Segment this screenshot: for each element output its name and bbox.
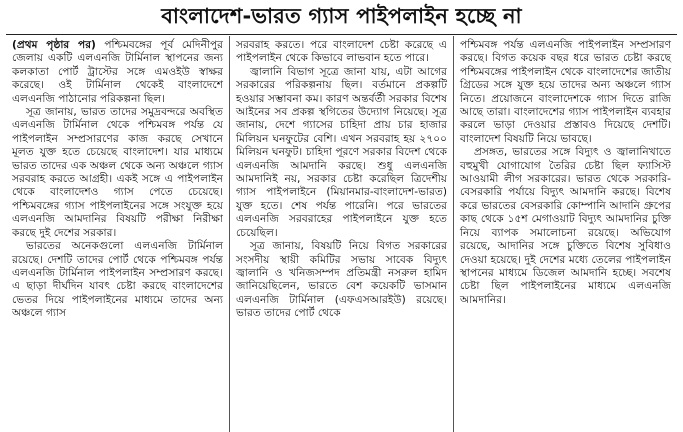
paragraph-text: পশ্চিমবঙ্গের পূর্ব মেদিনীপুর জেলায় একটি এলএনজি টার্মিনাল স্থাপনের জন্য কলকাতা পোর্ট ট্রাস্টের সঙ্গে এমওইউ স্বাক্ষর করেছে। ওই টার্মিনাল থেকেই বাংলাদেশে এলএনজি পাঠানোর পরিকল্পনা ছিল। bbox=[12, 39, 223, 105]
paragraph: ভারতের অনেকগুলো এলএনজি টার্মিনাল রয়েছে। দেশটি তাদের পোর্ট থেকে পশ্চিমবঙ্গ পর্যন্ত এলএনজি টার্মিনাল পাইপলাইন সম্প্রসারণ করছে। এ ছাড়া দীর্ঘদিন যাবৎ চেষ্টা করছে বাংলাদেশের ভেতর দিয়ে পাইপলাইনের মাধ্যমে তাদের অন্য অঞ্চলে গ্যাস bbox=[12, 240, 223, 320]
paragraph: সরবরাহ করতে। পরে বাংলাদেশ চেষ্টা করেছে এ পাইপলাইন থেকে কিভাবে লাভবান হতে পারে। bbox=[236, 39, 447, 65]
paragraph: পশ্চিমবঙ্গ পর্যন্ত এলএনজি পাইপলাইন সম্প্রসারণ করছে। বিগত কয়েক বছর ধরে ভারত চেষ্টা করছে পশ্চিমবঙ্গের পাইপলাইন থেকে বাংলাদেশের জাতীয় গ্রিডের সঙ্গে যুক্ত হয়ে তাদের অন্য অঞ্চলে গ্যাস নিতে। প্রয়োজনে বাংলাদেশকে গ্যাস দিতে রাজি আছে তারা। বাংলাদেশের গ্যাস পাইপলাইন ব্যবহার করলে ভাড়া দেওয়ার প্রস্তাবও দিয়েছে দেশটি। বাংলাদেশ বিষয়টি নিয়ে ভাবছে। bbox=[460, 39, 671, 145]
article-column-3 bbox=[453, 36, 677, 432]
paragraph bbox=[12, 39, 223, 106]
paragraph: সূত্র জানায়, ভারত তাদের সমুদ্রবন্দরে অবস্থিত এলএনজি টার্মিনাল থেকে পশ্চিমবঙ্গ পর্যন্ত যে পাইপলাইন সম্প্রসারণের কাজ করছে সেখানে মূলত যুক্ত হতে চেয়েছে বাংলাদেশ। যার মাধ্যমে ভারত তাদের এক অঞ্চল থেকে অন্য অঞ্চলে গ্যাস সরবরাহ করতে আগ্রহী। একই সঙ্গে এ পাইপলাইন থেকে বাংলাদেশও গ্যাস পেতে চেয়েছে। পশ্চিমবঙ্গের গ্যাস পাইপলাইনের সঙ্গে সংযুক্ত হয়ে এলএনজি আমদানির বিষয়টি পরীক্ষা নিরীক্ষা করছে দুই দেশের সরকার। bbox=[12, 106, 223, 239]
continuation-label: (প্রথম পৃষ্ঠার পর) bbox=[12, 39, 96, 51]
article-column-1 bbox=[6, 36, 229, 432]
article-columns bbox=[6, 36, 677, 432]
article-column-2 bbox=[229, 36, 453, 432]
paragraph: প্রসঙ্গত, ভারতের সঙ্গে বিদ্যুৎ ও জ্বালানিখাতে বহুমুখী যোগাযোগ তৈরির চেষ্টা ছিল ফ্যাসিস্ট আওয়ামী লীগ সরকারের। ভারত থেকে সরকারি-বেসরকারি পর্যায়ে বিদ্যুৎ আমদানি করছে। বিশেষ করে ভারতের বেসরকারি কোম্পানি আদানি গ্রুপের কাছ থেকে ১৫শ মেগাওয়াট বিদ্যুৎ আমদানির চুক্তি নিয়ে ব্যাপক সমালোচনা রয়েছে। অভিযোগ রয়েছে, আদানির সঙ্গে চুক্তিতে বিশেষ সুবিধাও দেওয়া হয়েছে। দুই দেশের মধ্যে তেলের পাইপলাইন স্থাপনের মাধ্যমে ডিজেল আমদানি হচ্ছে। সবশেষ চেষ্টা ছিল পাইপলাইনের মাধ্যমে এলএনজি আমদানির। bbox=[460, 146, 671, 306]
paragraph: জ্বালানি বিভাগ সূত্রে জানা যায়, এটা আগের সরকারের পরিকল্পনায় ছিল। বর্তমানে প্রকল্পটি হওয়ার সম্ভাবনা কম। কারণ অন্তর্বর্তী সরকার বিশেষ আইনের সব প্রকল্প স্থগিতের উদ্যোগ নিয়েছে। সূত্র জানায়, দেশে গ্যাসের চাহিদা প্রায় চার হাজার মিলিয়ন ঘনফুটের বেশি। এখন সরবরাহ হয় ২৭০০ মিলিয়ন ঘনফুট। চাহিদা পূরণে সরকার বিদেশ থেকে এলএনজি আমদানি করছে। শুধু এলএনজি আমদানিই নয়, সরকার চেষ্টা করেছিল ত্রিদেশীয় গ্যাস পাইপলাইনে (মিয়ানমার-বাংলাদেশ-ভারত) যুক্ত হতে। শেষ পর্যন্ত পারেনি। পরে ভারতের এলএনজি সরবরাহের পাইপলাইনে যুক্ত হতে চেয়েছিল। bbox=[236, 65, 447, 239]
headline: বাংলাদেশ-ভারত গ্যাস পাইপলাইন হচ্ছে না bbox=[6, 0, 677, 35]
paragraph: সূত্র জানায়, বিষয়টি নিয়ে বিগত সরকারের সংসদীয় স্থায়ী কমিটির সভায় সাবেক বিদ্যুৎ জ্বালানি ও খনিজসম্পদ প্রতিমন্ত্রী নসরুল হামিদ জানিয়েছিলেন, ভারতে বেশ কয়েকটি ভাসমান এলএনজি টার্মিনাল (এফএসআরইউ) রয়েছে। ভারত তাদের পোর্ট থেকে bbox=[236, 240, 447, 320]
